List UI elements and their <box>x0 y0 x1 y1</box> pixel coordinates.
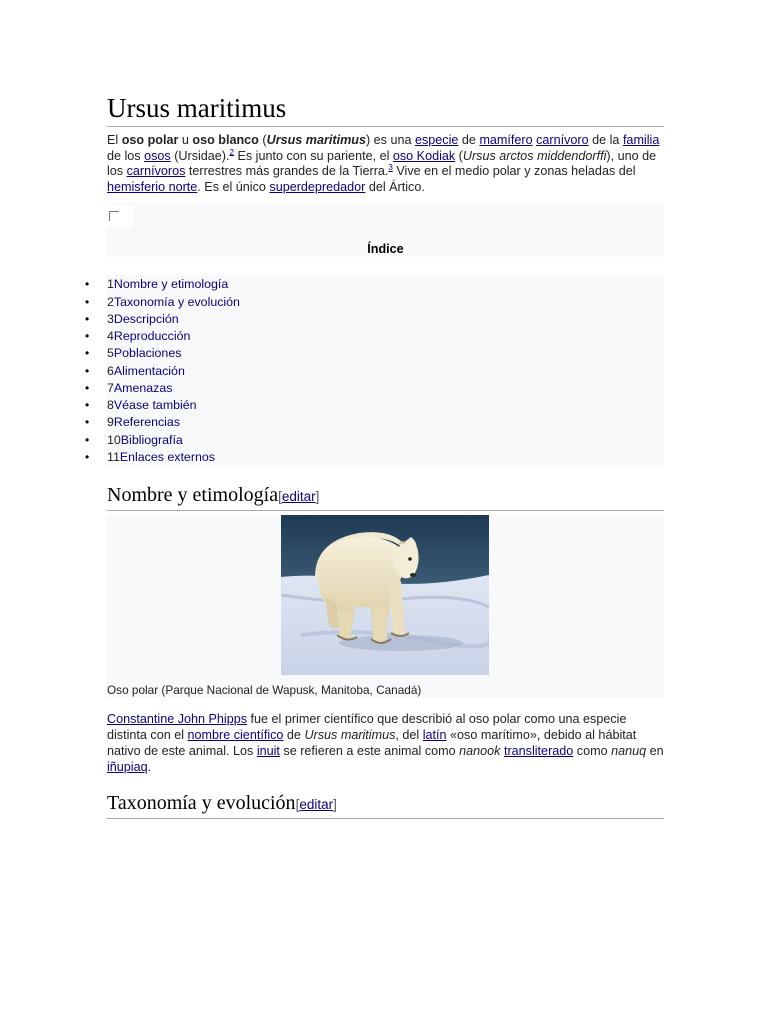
intro-paragraph: El oso polar u oso blanco (Ursus maritimus) es una especie de mamífero carnívoro de la familia de los osos (Ursidae).$^2$ Es junto con su pariente, el oso Kodiak (Ursus arctos middendorffi), uno de los carnívoros terrestres más grandes de la Tierra.$^3$ Vive en el medio polar y zonas heladas del hemisferio norte. Es el único superdepredador del Ártico. <box>107 133 660 194</box>
edit-section: [editar] <box>295 797 337 813</box>
toc-item[interactable] <box>107 345 664 362</box>
page-title: Ursus maritimus <box>107 92 664 127</box>
bold-term: oso blanco <box>192 133 259 147</box>
link-carnivoros[interactable]: carnívoros <box>126 164 186 179</box>
link-oso-kodiak[interactable]: oso Kodiak <box>392 148 456 163</box>
toc-item-label[interactable]: Véase también <box>113 398 197 413</box>
link-superdepredador[interactable]: superdepredador <box>269 179 366 194</box>
toc-item-number: 5 <box>107 346 114 361</box>
edit-section: [editar] <box>278 489 320 505</box>
toc-item-number: 11 <box>107 449 120 464</box>
link-osos[interactable]: osos <box>144 148 171 163</box>
reference-link[interactable]: 3 <box>388 163 393 172</box>
toc-item-label[interactable]: Reproducción <box>113 329 191 344</box>
toc-item[interactable] <box>107 294 664 311</box>
link-carnivoro[interactable]: carnívoro <box>536 133 589 147</box>
polar-bear-photo[interactable] <box>281 515 489 675</box>
link-familia[interactable]: familia <box>622 133 660 147</box>
toc-item-number: 1 <box>107 277 114 292</box>
figure <box>107 515 664 698</box>
toc-item-label[interactable]: Bibliografía <box>120 432 183 447</box>
toc-toggle-checkbox[interactable] <box>109 211 119 221</box>
toc-header <box>107 203 664 257</box>
link-transliterado[interactable]: transliterado <box>503 744 574 759</box>
toc-item-number: 3 <box>107 311 114 326</box>
bold-term: oso polar <box>121 133 179 147</box>
toc-item[interactable] <box>107 414 664 431</box>
toc-item-number: 6 <box>107 363 114 378</box>
toc-item-label[interactable]: Amenazas <box>113 380 173 395</box>
toc-item-label[interactable]: Descripción <box>113 311 179 326</box>
toc-item-label[interactable]: Referencias <box>113 415 181 430</box>
section-heading-nombre: Nombre y etimología[editar] <box>107 483 664 511</box>
edit-link[interactable]: editar <box>299 797 334 813</box>
toc-item-label[interactable]: Poblaciones <box>113 346 182 361</box>
link-hemisferio-norte[interactable]: hemisferio norte <box>107 179 198 194</box>
toc-item-number: 4 <box>107 329 114 344</box>
section-paragraph: Constantine John Phipps fue el primer científico que describió al oso polar como una especie distinta con el nombre científico de Ursus maritimus, del latín «oso marítimo», debido al hábitat nativo de este animal. Los inuit se refieren a este animal como nanook transliterado como nanuq en iñupiaq. <box>107 712 664 775</box>
toc-item[interactable] <box>107 311 664 328</box>
edit-link[interactable]: editar <box>281 489 316 505</box>
reference-link[interactable]: 2 <box>229 147 234 157</box>
toc-item-number: 10 <box>107 432 121 447</box>
toc-item-label[interactable]: Nombre y etimología <box>113 277 229 292</box>
toc-item[interactable] <box>107 276 664 293</box>
link-inuit[interactable]: inuit <box>256 744 280 759</box>
image-caption: Oso polar (Parque Nacional de Wapusk, Manitoba, Canadá) <box>107 683 422 698</box>
link-inupiaq[interactable]: iñupiaq <box>107 760 148 775</box>
link-mamifero[interactable]: mamífero <box>479 133 533 147</box>
toc-item[interactable] <box>107 397 664 414</box>
toc-item-number: 7 <box>107 380 114 395</box>
toc-list <box>107 275 664 467</box>
toc-item-number: 9 <box>107 415 114 430</box>
link-latin[interactable]: latín <box>422 728 447 743</box>
toc-item-number: 8 <box>107 398 114 413</box>
link-especie[interactable]: especie <box>415 133 459 147</box>
toc-item[interactable] <box>107 380 664 397</box>
toc-item-number: 2 <box>107 294 114 309</box>
link-phipps[interactable]: Constantine John Phipps <box>107 712 248 727</box>
toc-item[interactable] <box>107 449 664 466</box>
toc-item-label[interactable]: Enlaces externos <box>119 449 215 464</box>
toc-item[interactable] <box>107 363 664 380</box>
toc-item[interactable] <box>107 328 664 345</box>
toc-title: Índice <box>367 242 404 257</box>
link-nombre-cientifico[interactable]: nombre científico <box>187 728 284 743</box>
toc-item[interactable] <box>107 432 664 449</box>
toc-item-label[interactable]: Taxonomía y evolución <box>113 294 240 309</box>
section-heading-taxonomia: Taxonomía y evolución[editar] <box>107 791 664 819</box>
scientific-name: Ursus maritimus <box>266 133 366 147</box>
toc-item-label[interactable]: Alimentación <box>113 363 185 378</box>
article <box>107 92 664 819</box>
